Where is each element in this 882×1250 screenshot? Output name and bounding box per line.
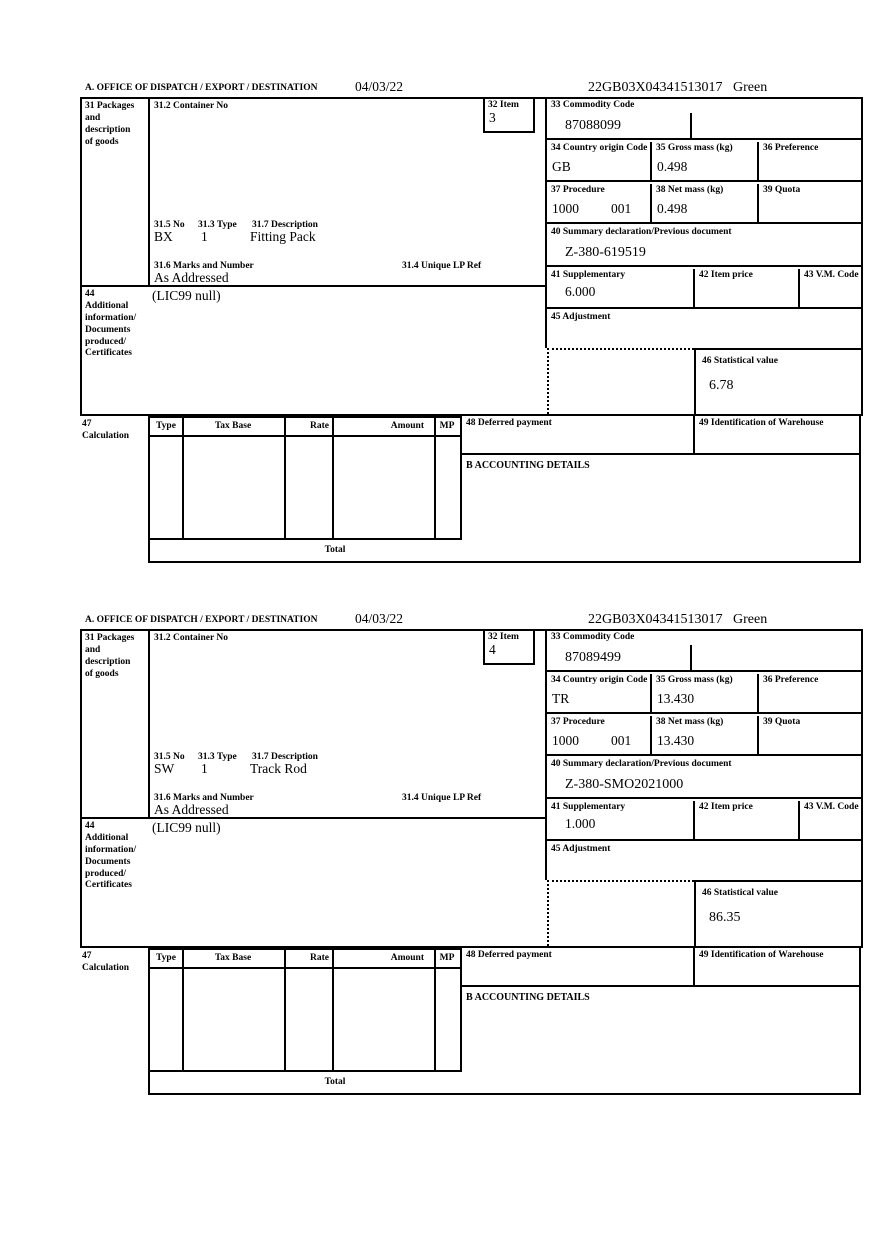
item-main-box — [80, 629, 863, 948]
box48-label: 48 Deferred payment — [466, 950, 552, 960]
box49-label: 49 Identification of Warehouse — [699, 950, 824, 960]
table-header-divider — [150, 435, 460, 437]
box42-label: 42 Item price — [699, 270, 753, 280]
description-value: Track Rod — [250, 761, 307, 776]
box38-label: 38 Net mass (kg) — [656, 185, 724, 195]
col-tax-base-header: Tax Base — [214, 421, 252, 431]
box45-adjustment — [547, 843, 861, 880]
col-tax-base-header: Tax Base — [214, 953, 252, 963]
row-41-43 — [547, 269, 861, 309]
additional-info-value: (LIC99 null) — [152, 288, 221, 303]
box48-deferred — [462, 948, 695, 987]
row-41-43 — [547, 801, 861, 841]
table-col-divider — [182, 418, 184, 538]
box35-label: 35 Gross mass (kg) — [656, 675, 733, 685]
box42-item-price — [695, 801, 800, 839]
box41-supplementary — [547, 269, 695, 307]
col-rate-header: Rate — [310, 421, 329, 431]
accounting-region — [462, 416, 861, 563]
box38-net-mass — [652, 716, 759, 754]
description-label: 31.7 Description — [252, 220, 318, 230]
commodity-code-divider — [690, 113, 692, 140]
box36-preference — [759, 674, 861, 712]
package-no-value: SW — [154, 761, 175, 776]
box33-commodity — [547, 99, 861, 140]
col-mp-header: MP — [439, 953, 455, 963]
procedure-value-2: 001 — [611, 733, 632, 748]
box34-label: 34 Country origin Code — [551, 675, 648, 685]
box33-label: 33 Commodity Code — [551, 632, 635, 642]
package-type-value: 1 — [201, 761, 208, 776]
declaration-date: 04/03/22 — [355, 611, 404, 626]
supplementary-value: 6.000 — [565, 284, 596, 299]
statistical-value: 6.78 — [709, 378, 734, 393]
mrn-value: 22GB03X04341513017 — [588, 80, 723, 95]
box48-deferred — [462, 416, 695, 455]
net-mass-value: 13.430 — [657, 733, 695, 748]
box42-label: 42 Item price — [699, 802, 753, 812]
box44-top-divider — [82, 817, 545, 819]
box33-commodity — [547, 631, 861, 672]
box43-vm-code — [800, 269, 861, 307]
package-no-label: 31.5 No — [154, 220, 185, 230]
box36-preference — [759, 142, 861, 180]
calculation-table — [148, 948, 462, 1072]
box31-label: 31 Packages and description of goods — [85, 101, 135, 147]
box45-label: 45 Adjustment — [551, 312, 611, 322]
box47-label: 47 Calculation — [82, 951, 129, 973]
box36-label: 36 Preference — [763, 675, 819, 685]
col-mp-header: MP — [439, 421, 455, 431]
marks-value: As Addressed — [154, 802, 229, 817]
table-col-divider — [284, 418, 286, 538]
gross-mass-value: 0.498 — [657, 159, 688, 174]
box40-summary — [547, 226, 861, 267]
box44-top-divider — [82, 285, 545, 287]
box35-gross-mass — [652, 142, 759, 180]
box34-label: 34 Country origin Code — [551, 143, 648, 153]
commodity-code-value: 87088099 — [565, 118, 621, 133]
row-34-36 — [547, 142, 861, 182]
box44-label: 44 Additional information/ Documents produced/ Certificates — [85, 821, 137, 891]
box39-label: 39 Quota — [763, 717, 801, 727]
box40-label: 40 Summary declaration/Previous document — [551, 227, 732, 237]
commodity-code-divider — [690, 645, 692, 672]
dotted-spare-cell — [547, 880, 694, 946]
box49-warehouse — [695, 416, 861, 455]
marks-value: As Addressed — [154, 270, 229, 285]
marks-label: 31.6 Marks and Number — [154, 261, 254, 271]
box34-country — [547, 674, 652, 712]
package-no-value: BX — [154, 229, 173, 244]
marks-label: 31.6 Marks and Number — [154, 793, 254, 803]
package-type-label: 31.3 Type — [198, 752, 237, 762]
col-type-header: Type — [156, 953, 176, 963]
table-col-divider — [434, 950, 436, 1070]
box39-quota — [759, 184, 861, 222]
box32-item — [483, 99, 535, 133]
box37-procedure — [547, 716, 652, 754]
row-34-36 — [547, 674, 861, 714]
box43-vm-code — [800, 801, 861, 839]
description-value: Fitting Pack — [250, 229, 316, 244]
table-col-divider — [182, 950, 184, 1070]
country-origin-value: TR — [552, 691, 570, 706]
accounting-region — [462, 948, 861, 1095]
box40-label: 40 Summary declaration/Previous document — [551, 759, 732, 769]
package-type-label: 31.3 Type — [198, 220, 237, 230]
box43-label: 43 V.M. Code — [804, 270, 859, 280]
box32-item — [483, 631, 535, 665]
box47-label: 47 Calculation — [82, 419, 129, 441]
col-type-header: Type — [156, 421, 176, 431]
accounting-details-label: B ACCOUNTING DETAILS — [466, 460, 590, 471]
box32-item-label: 32 Item — [488, 632, 519, 642]
box32-item-label: 32 Item — [488, 100, 519, 110]
box41-label: 41 Supplementary — [551, 802, 626, 812]
unique-lp-ref-label: 31.4 Unique LP Ref — [402, 261, 482, 271]
box46-label: 46 Statistical value — [702, 888, 778, 898]
box37-label: 37 Procedure — [551, 717, 605, 727]
box31-2-container-label: 31.2 Container No — [154, 633, 228, 643]
box42-item-price — [695, 269, 800, 307]
mrn-value: 22GB03X04341513017 — [588, 612, 723, 627]
left-column-divider — [148, 631, 150, 817]
box37-label: 37 Procedure — [551, 185, 605, 195]
box39-quota — [759, 716, 861, 754]
package-type-value: 1 — [201, 229, 208, 244]
box44-label: 44 Additional information/ Documents produced/ Certificates — [85, 289, 137, 359]
box46-statistical — [694, 348, 861, 414]
box38-label: 38 Net mass (kg) — [656, 717, 724, 727]
box35-gross-mass — [652, 674, 759, 712]
supplementary-value: 1.000 — [565, 816, 596, 831]
box45-label: 45 Adjustment — [551, 844, 611, 854]
procedure-value-1: 1000 — [552, 733, 579, 748]
box41-supplementary — [547, 801, 695, 839]
declaration-item-block — [80, 612, 863, 1095]
declaration-item-block — [80, 80, 863, 563]
country-origin-value: GB — [552, 159, 571, 174]
box46-statistical — [694, 880, 861, 946]
box46-label: 46 Statistical value — [702, 356, 778, 366]
box49-label: 49 Identification of Warehouse — [699, 418, 824, 428]
box40-summary — [547, 758, 861, 799]
box45-adjustment — [547, 311, 861, 348]
accounting-details-label: B ACCOUNTING DETAILS — [466, 992, 590, 1003]
gross-mass-value: 13.430 — [657, 691, 695, 706]
box33-label: 33 Commodity Code — [551, 100, 635, 110]
declaration-date: 04/03/22 — [355, 79, 404, 94]
summary-declaration-value: Z-380-619519 — [565, 245, 646, 260]
box39-label: 39 Quota — [763, 185, 801, 195]
total-label: Total — [324, 1077, 346, 1087]
left-column-divider — [148, 99, 150, 285]
box34-country — [547, 142, 652, 180]
summary-declaration-value: Z-380-SMO2021000 — [565, 777, 684, 792]
table-col-divider — [434, 418, 436, 538]
box41-label: 41 Supplementary — [551, 270, 626, 280]
box37-procedure — [547, 184, 652, 222]
box43-label: 43 V.M. Code — [804, 802, 859, 812]
net-mass-value: 0.498 — [657, 201, 688, 216]
box35-label: 35 Gross mass (kg) — [656, 143, 733, 153]
row-37-39 — [547, 716, 861, 756]
description-label: 31.7 Description — [252, 752, 318, 762]
table-col-divider — [332, 418, 334, 538]
table-header-divider — [150, 967, 460, 969]
box48-label: 48 Deferred payment — [466, 418, 552, 428]
box31-label: 31 Packages and description of goods — [85, 633, 135, 679]
box49-warehouse — [695, 948, 861, 987]
col-amount-header: Amount — [390, 953, 424, 963]
item-main-box — [80, 97, 863, 416]
commodity-code-value: 87089499 — [565, 650, 621, 665]
col-rate-header: Rate — [310, 953, 329, 963]
package-no-label: 31.5 No — [154, 752, 185, 762]
office-of-dispatch-label: A. OFFICE OF DISPATCH / EXPORT / DESTINATION — [85, 83, 318, 93]
procedure-value-2: 001 — [611, 201, 632, 216]
office-of-dispatch-label: A. OFFICE OF DISPATCH / EXPORT / DESTINATION — [85, 615, 318, 625]
additional-info-value: (LIC99 null) — [152, 820, 221, 835]
calculation-table — [148, 416, 462, 540]
box32-item-value: 3 — [489, 110, 496, 125]
unique-lp-ref-label: 31.4 Unique LP Ref — [402, 793, 482, 803]
col-amount-header: Amount — [390, 421, 424, 431]
row-37-39 — [547, 184, 861, 224]
total-label: Total — [324, 545, 346, 555]
routing-status: Green — [733, 612, 768, 627]
box36-label: 36 Preference — [763, 143, 819, 153]
box38-net-mass — [652, 184, 759, 222]
table-col-divider — [332, 950, 334, 1070]
box32-item-value: 4 — [489, 642, 496, 657]
dotted-spare-cell — [547, 348, 694, 414]
routing-status: Green — [733, 80, 768, 95]
table-col-divider — [284, 950, 286, 1070]
statistical-value: 86.35 — [709, 910, 741, 925]
box31-2-container-label: 31.2 Container No — [154, 101, 228, 111]
procedure-value-1: 1000 — [552, 201, 579, 216]
